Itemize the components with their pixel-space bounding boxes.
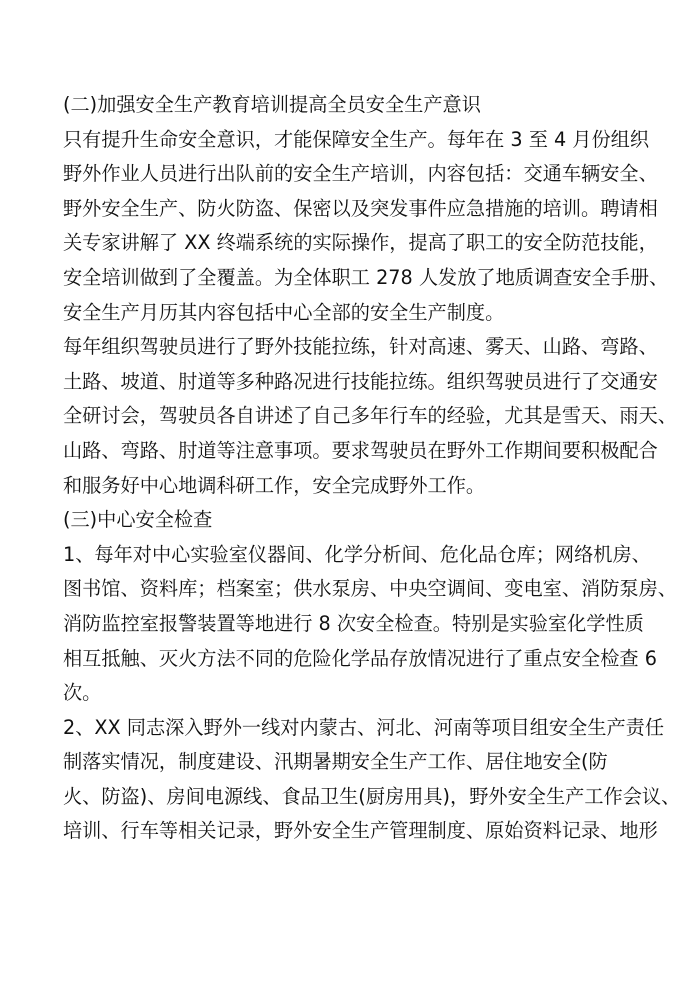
paragraph-safety-training <box>63 123 669 331</box>
text-line: 野外安全生产、防火防盗、保密以及突发事件应急措施的培训。聘请相 <box>63 196 658 220</box>
text-line: 野外作业人员进行出队前的安全生产培训，内容包括：交通车辆安全、 <box>63 162 658 186</box>
text-line: 1、每年对中心实验室仪器间、化学分析间、危化品仓库；网络机房、 <box>63 542 651 566</box>
section-heading-2: (二)加强安全生产教育培训提高全员安全生产意识 <box>63 93 481 116</box>
text-line: 每年组织驾驶员进行了野外技能拉练，针对高速、雾天、山路、弯路、 <box>63 335 658 359</box>
text-line: 培训、行车等相关记录，野外安全生产管理制度、原始资料记录、地形 <box>63 819 658 843</box>
text-line: 图书馆、资料库；档案室；供水泵房、中央空调间、变电室、消防泵房、 <box>63 577 677 601</box>
text-line: 次。 <box>63 681 102 705</box>
text-line: 土路、坡道、肘道等多种路况进行技能拉练。组织驾驶员进行了交通安 <box>63 369 658 393</box>
text-line: 制落实情况，制度建设、汛期暑期安全生产工作、居住地安全(防 <box>63 750 608 774</box>
text-line: 只有提升生命安全意识，才能保障安全生产。每年在 3 至 4 月份组织 <box>63 127 650 151</box>
document-page <box>63 88 681 849</box>
text-line: 安全培训做到了全覆盖。为全体职工 278 人发放了地质调查安全手册、 <box>63 265 669 289</box>
text-line: 全研讨会，驾驶员各自讲述了自己多年行车的经验，尤其是雪天、雨天、 <box>63 404 677 428</box>
text-line: 消防监控室报警装置等地进行 8 次安全检查。特别是实验室化学性质 <box>63 611 644 635</box>
text-line: 2、XX 同志深入野外一线对内蒙古、河北、河南等项目组安全生产责任 <box>63 715 665 739</box>
text-line: 火、防盗)、房间电源线、食品卫生(厨房用具)，野外安全生产工作会议、 <box>63 784 681 808</box>
text-line: 相互抵触、灭火方法不同的危险化学品存放情况进行了重点安全检查 6 <box>63 646 657 670</box>
text-line: 关专家讲解了 XX 终端系统的实际操作，提高了职工的安全防范技能， <box>63 231 658 255</box>
section-heading-3: (三)中心安全检查 <box>63 508 213 532</box>
text-line: 和服务好中心地调科研工作，安全完成野外工作。 <box>63 473 486 497</box>
paragraph-driver-training <box>63 330 677 503</box>
list-item-inspection-1 <box>63 538 677 711</box>
list-item-inspection-2 <box>63 711 681 849</box>
text-line: 山路、弯路、肘道等注意事项。要求驾驶员在野外工作期间要积极配合 <box>63 438 658 462</box>
text-line: 安全生产月历其内容包括中心全部的安全生产制度。 <box>63 300 505 324</box>
